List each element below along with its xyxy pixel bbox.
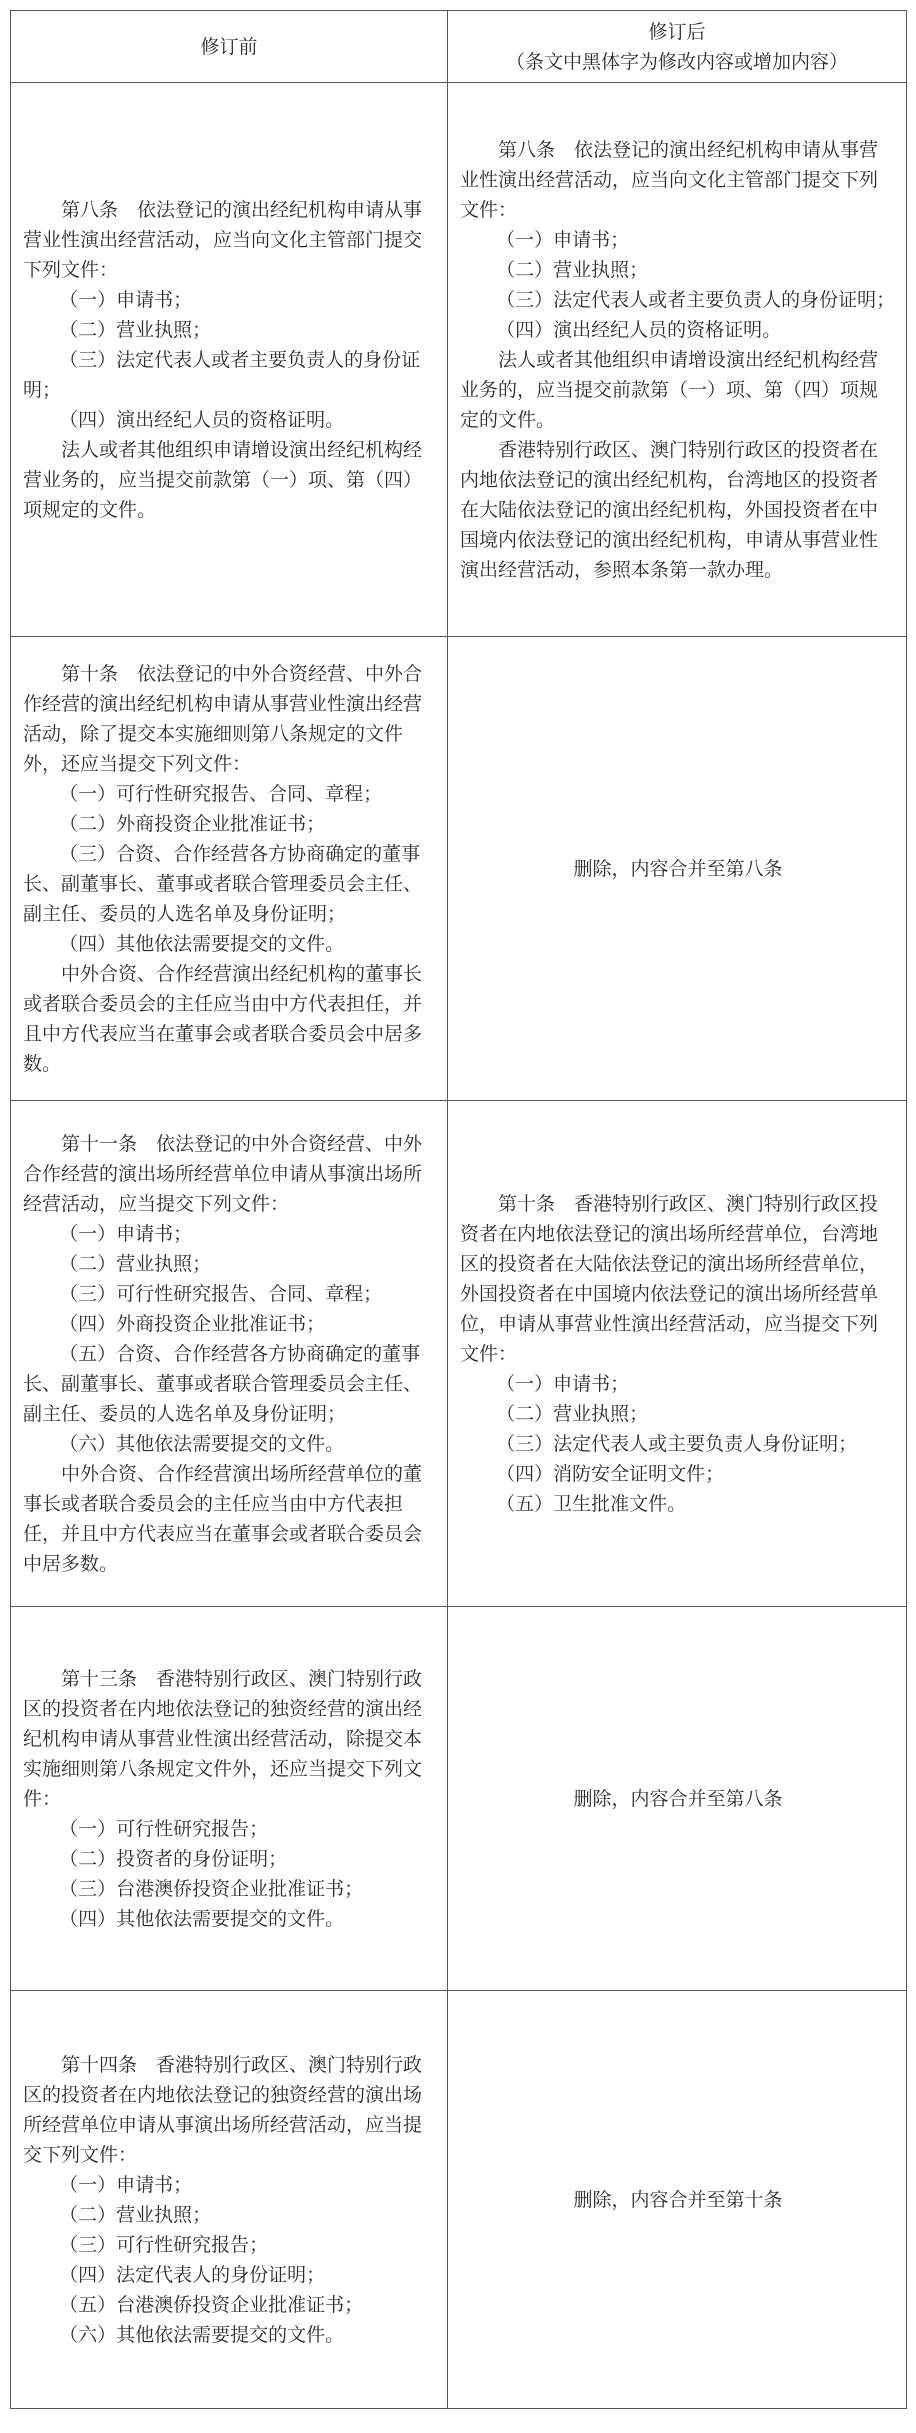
list-item: （三）法定代表人或者主要负责人的身份证明； (496, 288, 896, 311)
list-item: （四）其他依法需要提交的文件。 (59, 932, 345, 955)
list-item: （四）演出经纪人员的资格证明。 (496, 318, 782, 341)
header-before: 修订前 (11, 11, 448, 83)
list-item: （三）法定代表人或主要负责人身份证明； (496, 1432, 858, 1455)
list-item: （三）台港澳侨投资企业批准证书； (59, 1877, 364, 1900)
cell-before (11, 1991, 448, 2409)
article-paragraph: 第十三条 香港特别行政区、澳门特别行政区的投资者在内地依法登记的独资经营的演出经纪机构申请从事营业性演出经营活动，除提交本实施细则第八条规定文件外，还应当提交下列文件： (23, 1667, 423, 1810)
article-paragraph: 第十一条 依法登记的中外合资经营、中外合作经营的演出场所经营单位申请从事演出场所经营活动，应当提交下列文件： (23, 1132, 423, 1215)
list-item: （五）台港澳侨投资企业批准证书； (59, 2293, 364, 2316)
article-paragraph: 第十条 依法登记的中外合资经营、中外合作经营的演出经纪机构申请从事营业性演出经营活动，除了提交本实施细则第八条规定的文件外，还应当提交下列文件： (23, 662, 423, 775)
list-item: （二）营业执照； (59, 2203, 212, 2226)
article-paragraph: 香港特别行政区、澳门特别行政区的投资者在内地依法登记的演出经纪机构，台湾地区的投资者在大陆依法登记的演出经纪机构，外国投资者在中国境内依法登记的演出经纪机构，申请从事营业性演出经营活动，参照本条第一款办理。 (460, 438, 879, 581)
cell-before (11, 1607, 448, 1991)
article-paragraph: 中外合资、合作经营演出经纪机构的董事长或者联合委员会的主任应当由中方代表担任，并且中方代表应当在董事会或者联合委员会中居多数。 (23, 962, 423, 1075)
list-item: （五）卫生批准文件。 (496, 1492, 687, 1515)
list-item: （二）营业执照； (496, 258, 649, 281)
list-item: （三）可行性研究报告、合同、章程； (59, 1282, 383, 1305)
header-after (448, 11, 907, 83)
article-paragraph: 第十条 香港特别行政区、澳门特别行政区投资者在内地依法登记的演出场所经营单位，台湾地区的投资者在大陆依法登记的演出场所经营单位，外国投资者在中国境内依法登记的演出场所经营单位，申请从事营业性演出经营活动，应当提交下列文件： (460, 1192, 879, 1365)
list-item: （四）其他依法需要提交的文件。 (59, 1907, 345, 1930)
list-item: （一）申请书； (59, 2173, 193, 2196)
article-paragraph: 法人或者其他组织申请增设演出经纪机构经营业务的，应当提交前款第（一）项、第（四）项规定的文件。 (23, 438, 423, 521)
list-item: （三）合资、合作经营各方协商确定的董事长、副董事长、董事或者联合管理委员会主任、副主任、委员的人选名单及身份证明； (23, 842, 423, 925)
list-item: （二）营业执照； (59, 318, 212, 341)
revision-comparison-table (10, 10, 907, 2409)
cell-before (11, 83, 448, 637)
table-row (11, 83, 907, 637)
header-after-title: 修订后 (648, 20, 706, 43)
list-item: （一）可行性研究报告； (59, 1817, 269, 1840)
list-item: （四）消防安全证明文件； (496, 1462, 725, 1485)
list-item: （二）外商投资企业批准证书； (59, 812, 326, 835)
list-item: （四）演出经纪人员的资格证明。 (59, 408, 345, 431)
table-row (11, 1101, 907, 1607)
table-row (11, 1991, 907, 2409)
list-item: （一）申请书； (59, 1222, 193, 1245)
list-item: （二）营业执照； (496, 1402, 649, 1425)
list-item: （四）法定代表人的身份证明； (59, 2263, 326, 2286)
list-item: （五）合资、合作经营各方协商确定的董事长、副董事长、董事或者联合管理委员会主任、副主任、委员的人选名单及身份证明； (23, 1342, 423, 1425)
cell-after-deleted: 删除，内容合并至第十条 (448, 1991, 907, 2409)
table-header-row (11, 11, 907, 83)
list-item: （二）营业执照； (59, 1252, 212, 1275)
list-item: （四）外商投资企业批准证书； (59, 1312, 326, 1335)
cell-before (11, 1101, 448, 1607)
list-item: （一）申请书； (496, 228, 630, 251)
list-item: （六）其他依法需要提交的文件。 (59, 1432, 345, 1455)
article-paragraph: 法人或者其他组织申请增设演出经纪机构经营业务的，应当提交前款第（一）项、第（四）项规定的文件。 (460, 348, 879, 431)
cell-after (448, 83, 907, 637)
article-paragraph: 中外合资、合作经营演出场所经营单位的董事长或者联合委员会的主任应当由中方代表担任，并且中方代表应当在董事会或者联合委员会中居多数。 (23, 1462, 423, 1575)
article-paragraph: 第十四条 香港特别行政区、澳门特别行政区的投资者在内地依法登记的独资经营的演出场所经营单位申请从事演出场所经营活动，应当提交下列文件： (23, 2053, 423, 2166)
article-paragraph: 第八条 依法登记的演出经纪机构申请从事营业性演出经营活动，应当向文化主管部门提交下列文件： (23, 198, 423, 281)
cell-after-deleted: 删除，内容合并至第八条 (448, 1607, 907, 1991)
list-item: （一）可行性研究报告、合同、章程； (59, 782, 383, 805)
table-row (11, 637, 907, 1101)
list-item: （六）其他依法需要提交的文件。 (59, 2323, 345, 2346)
list-item: （二）投资者的身份证明； (59, 1847, 288, 1870)
cell-before (11, 637, 448, 1101)
list-item: （一）申请书； (496, 1372, 630, 1395)
list-item: （三）可行性研究报告； (59, 2233, 269, 2256)
cell-after-deleted: 删除，内容合并至第八条 (448, 637, 907, 1101)
table-row (11, 1607, 907, 1991)
list-item: （一）申请书； (59, 288, 193, 311)
cell-after (448, 1101, 907, 1607)
header-after-note: （条文中黑体字为修改内容或增加内容） (505, 50, 848, 73)
article-paragraph: 第八条 依法登记的演出经纪机构申请从事营业性演出经营活动，应当向文化主管部门提交下列文件： (460, 138, 879, 221)
list-item: （三）法定代表人或者主要负责人的身份证明； (23, 348, 421, 401)
